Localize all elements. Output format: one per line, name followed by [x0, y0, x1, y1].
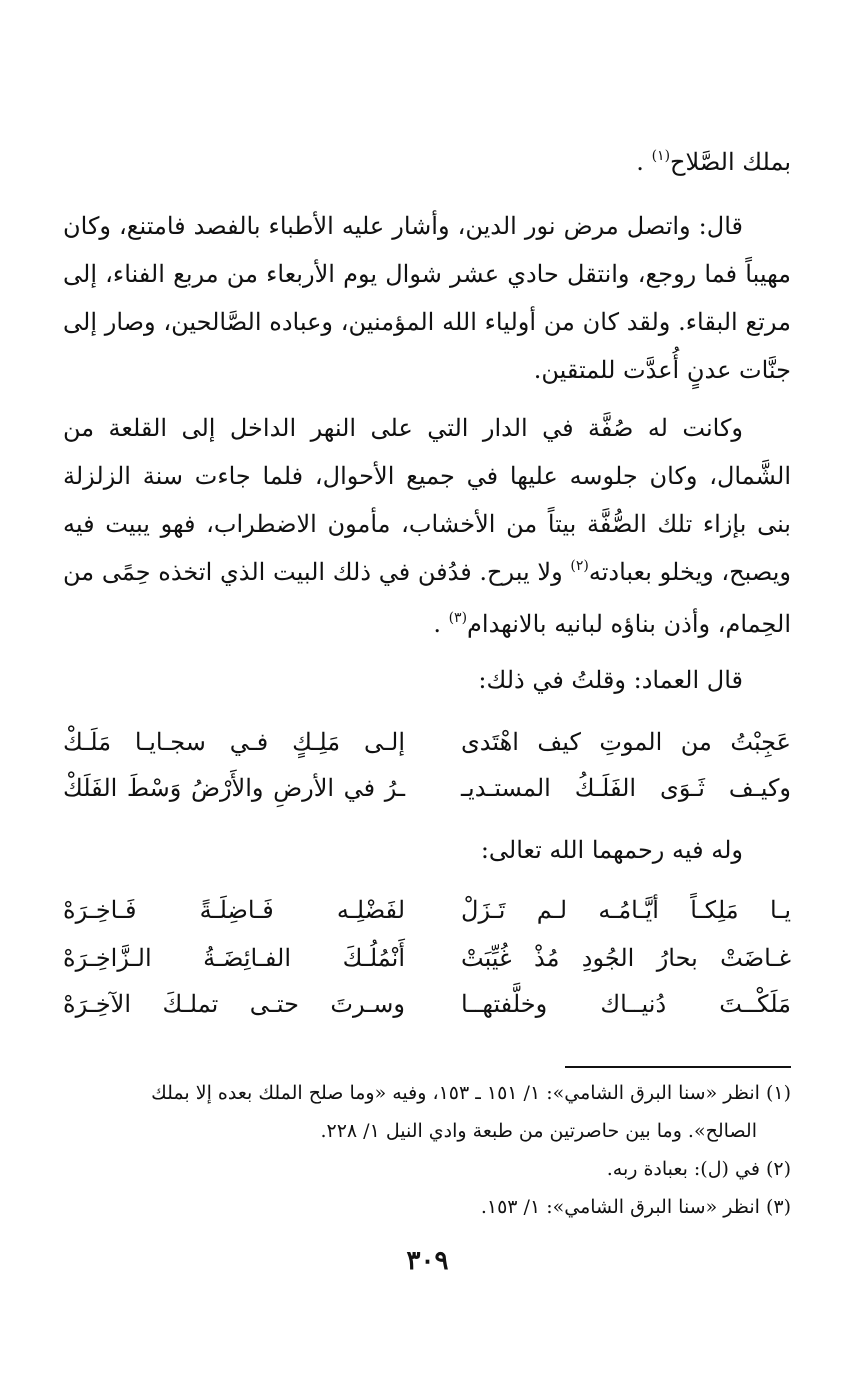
paragraph-3-end: .	[433, 610, 449, 638]
footnotes	[63, 1074, 791, 1226]
verse-2-first-hemistich: وكيـف ثَـوَى الفَلَـكُ المستـديـ	[461, 774, 791, 802]
footnote-ref-3: (٣)	[448, 610, 468, 626]
footnote-ref-2: (٢)	[570, 558, 589, 574]
verse-2-second-hemistich: ـرُ في الأرضِ والأَرْضُ وَسْطَ الفَلَكْ	[63, 774, 405, 802]
verse-1-second-hemistich: إلـى مَلِـكٍ فـي سجـايـا مَلَـكْ	[63, 728, 405, 756]
paragraph-1	[63, 138, 791, 190]
footnote-3: (٣) انظر «سنا البرق الشامي»: ١/ ١٥٣.	[480, 1196, 791, 1218]
verse-3-second-hemistich: لفَضْلِـه فَـاضِلَـةً فَـاخِـرَهْ	[63, 896, 405, 924]
poem-intro-2: وله فيه رحمهما الله تعالى:	[480, 836, 743, 864]
paragraph-3-text-b: ولا يبرح. فدُفن في ذلك البيت الذي اتخذه حِمًى من الحِمام، وأذن بناؤه لبانيه بالانهدام	[63, 558, 791, 638]
footnote-divider	[565, 1066, 791, 1068]
paragraph-1-text: بملك الصَّلاح	[670, 148, 791, 176]
footnote-1-line-1: (١) انظر «سنا البرق الشامي»: ١/ ١٥١ ـ ١٥٣، وفيه «وما صلح الملك بعده إلا بملك	[151, 1082, 791, 1104]
poem-intro-1: قال العماد: وقلتُ في ذلك:	[478, 666, 743, 694]
paragraph-2: قال: واتصل مرض نور الدين، وأشار عليه الأطباء بالفصد فامتنع، وكان مهيباً فما روجع، وانتقل حادي عشر شوال يوم الأربعاء من مربع الفناء، إلى مرتع البقاء. ولقد كان من أولياء الله المؤمنين، وعباده الصَّالحين، وصار إلى جنَّات عدنٍ أُعدَّت للمتقين.	[63, 212, 792, 384]
verse-4-first-hemistich: غـاضَتْ بحارُ الجُودِ مُذْ غُيِّبَتْ	[461, 944, 791, 972]
footnote-1-line-2: الصالح». وما بين حاصرتين من طبعة وادي النيل ١/ ٢٢٨.	[320, 1120, 757, 1142]
verse-4-second-hemistich: أَنْمُلُـكَ الفـائِضَـةُ الـزَّاخِـرَهْ	[63, 944, 405, 972]
page-number: ٣٠٩	[406, 1246, 449, 1276]
verse-5-second-hemistich: وسـرتَ حتـى تملـكَ الآخِـرَهْ	[63, 990, 405, 1018]
paragraph-1-end: .	[636, 148, 652, 176]
verse-5-first-hemistich: مَلَكْــتَ دُنيــاك وخلَّفتهــا	[461, 990, 791, 1018]
paragraph-3	[63, 404, 791, 652]
paragraph-3-text-a: وكانت له صُفَّة في الدار التي على النهر الداخل إلى القلعة من الشَّمال، وكان جلوسه عليها في جميع الأحوال، فلما جاءت سنة الزلزلة بنى بإزاء تلك الصُّفَّة بيتاً من الأخشاب، مأمون الاضطراب، فهو يبيت فيه ويصبح، ويخلو بعبادته	[63, 414, 791, 586]
footnote-2: (٢) في (ل): بعبادة ربه.	[606, 1158, 791, 1180]
footnote-ref-1: (١)	[651, 148, 671, 164]
verse-3-first-hemistich: يـا مَلِكـاً أيَّـامُـه لـم تَـزَلْ	[461, 896, 791, 924]
verse-1-first-hemistich: عَجِبْتُ من الموتِ كيف اهْتَدى	[461, 728, 791, 756]
